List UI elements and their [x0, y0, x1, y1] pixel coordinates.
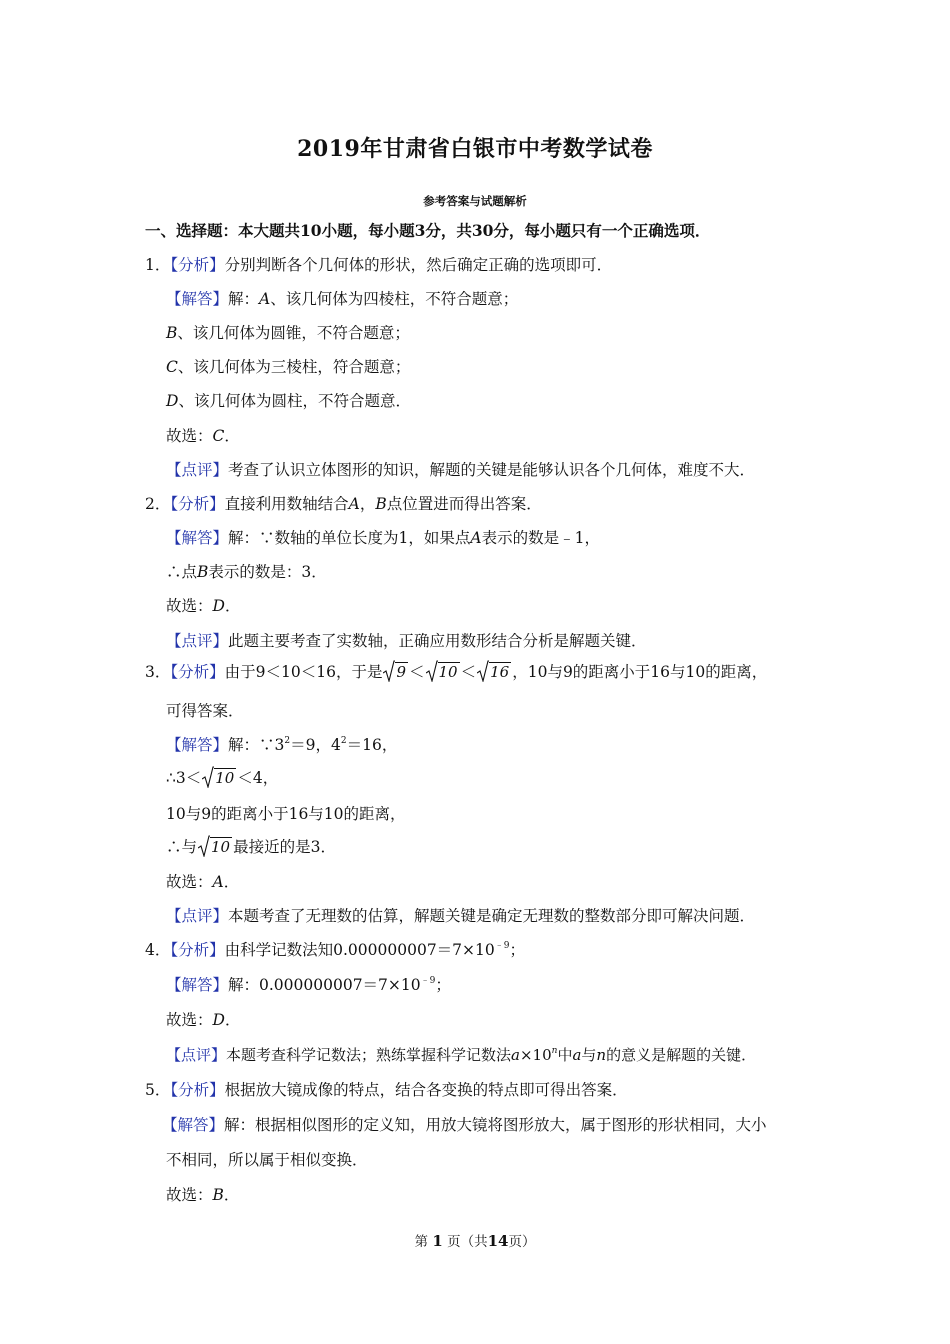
sqrt-16: 16 — [477, 662, 511, 682]
radical-sign-icon — [202, 766, 214, 788]
radical-sign-icon — [198, 835, 210, 857]
comment-tag: 【点评】 — [166, 461, 229, 479]
sqrt-10: 10 — [202, 768, 236, 788]
q2-analysis: 2．【分析】直接利用数轴结合A，B点位置进而得出答案． — [145, 495, 542, 513]
q1-option-b: B、该几何体为圆锥，不符合题意； — [166, 324, 410, 342]
page-subtitle: 参考答案与试题解析 — [423, 194, 527, 208]
q1-comment: 【点评】考查了认识立体图形的知识，解题的关键是能够认识各个几何体，难度不大． — [166, 461, 756, 479]
q3-answer-line4: ∴与 10 最接近的是3． — [166, 837, 336, 857]
q5-answer-line2: 不相同，所以属于相似变换． — [166, 1151, 368, 1169]
analysis-tag: 【分析】 — [170, 256, 225, 274]
q4-comment: 【点评】本题考查科学记数法；熟练掌握科学记数法$a\times 10^n$中a与n的意义是解题的关键． — [166, 1046, 757, 1064]
q1-number: 1． — [145, 256, 171, 274]
q1-analysis-text: 分别判断各个几何体的形状，然后确定正确的选项即可． — [224, 256, 613, 274]
sqrt-10: 10 — [198, 837, 232, 857]
total-pages: 14 — [487, 1232, 509, 1250]
q5-answer: 【解答】解：根据相似图形的定义知，用放大镜将图形放大，属于图形的形状相同，大小 — [162, 1116, 767, 1134]
q3-answer: 【解答】解：$\because 3^2=9$，$4^2=16$， — [166, 736, 398, 754]
q3-choice: 故选：A． — [166, 873, 240, 891]
q3-analysis: 3．【分析】由于9＜10＜16，于是 9 ＜ 10 ＜ 16 ，10与9的距离小于16与10的距离， — [145, 662, 767, 682]
q4-analysis: 4．【分析】由科学记数法知$0.000000007=7\times 10^{﹣9}$； — [145, 941, 526, 959]
page-title: 2019年甘肃省白银市中考数学试卷 — [297, 136, 653, 162]
q1-analysis — [145, 255, 612, 275]
q4-answer: 【解答】解：$0.000000007=7\times 10^{﹣9}$； — [166, 976, 451, 994]
q2-answer: 【解答】解：∵数轴的单位长度为1，如果点A表示的数是﹣1， — [166, 529, 600, 547]
section-heading: 一、选择题：本大题共10小题，每小题3分，共30分，每小题只有一个正确选项． — [145, 221, 711, 240]
q3-analysis-line2: 可得答案． — [166, 702, 244, 720]
q3-answer-line3: 10与9的距离小于16与10的距离， — [166, 805, 406, 823]
q1-answer: 【解答】解：A、该几何体为四棱柱，不符合题意； — [166, 290, 519, 308]
q4-choice: 故选：D． — [166, 1011, 241, 1029]
radical-sign-icon — [426, 660, 438, 682]
q2-choice: 故选：D． — [166, 597, 241, 615]
q1-option-c: C、该几何体为三棱柱，符合题意； — [166, 358, 411, 376]
q2-answer-line2: ∴点B表示的数是：3． — [166, 563, 327, 581]
radical-sign-icon — [477, 660, 489, 682]
page-footer: 第 1 页（共14页） — [414, 1232, 536, 1250]
radical-sign-icon — [383, 660, 395, 682]
sqrt-10: 10 — [426, 662, 460, 682]
q1-choice: 故选：C． — [166, 427, 240, 445]
q3-comment: 【点评】本题考查了无理数的估算，解题关键是确定无理数的整数部分即可解决问题． — [166, 907, 756, 925]
q3-answer-line2: ∴3＜ 10 ＜4， — [166, 768, 278, 788]
answer-tag: 【解答】 — [166, 290, 229, 308]
q1-option-d: D、该几何体为圆柱，不符合题意． — [166, 392, 411, 410]
page-number: 1 — [432, 1232, 443, 1250]
sqrt-9: 9 — [383, 662, 408, 682]
q5-choice: 故选：B． — [166, 1186, 240, 1204]
q2-comment: 【点评】此题主要考查了实数轴，正确应用数形结合分析是解题关键． — [166, 632, 647, 650]
q5-analysis: 5．【分析】根据放大镜成像的特点，结合各变换的特点即可得出答案． — [145, 1081, 628, 1099]
